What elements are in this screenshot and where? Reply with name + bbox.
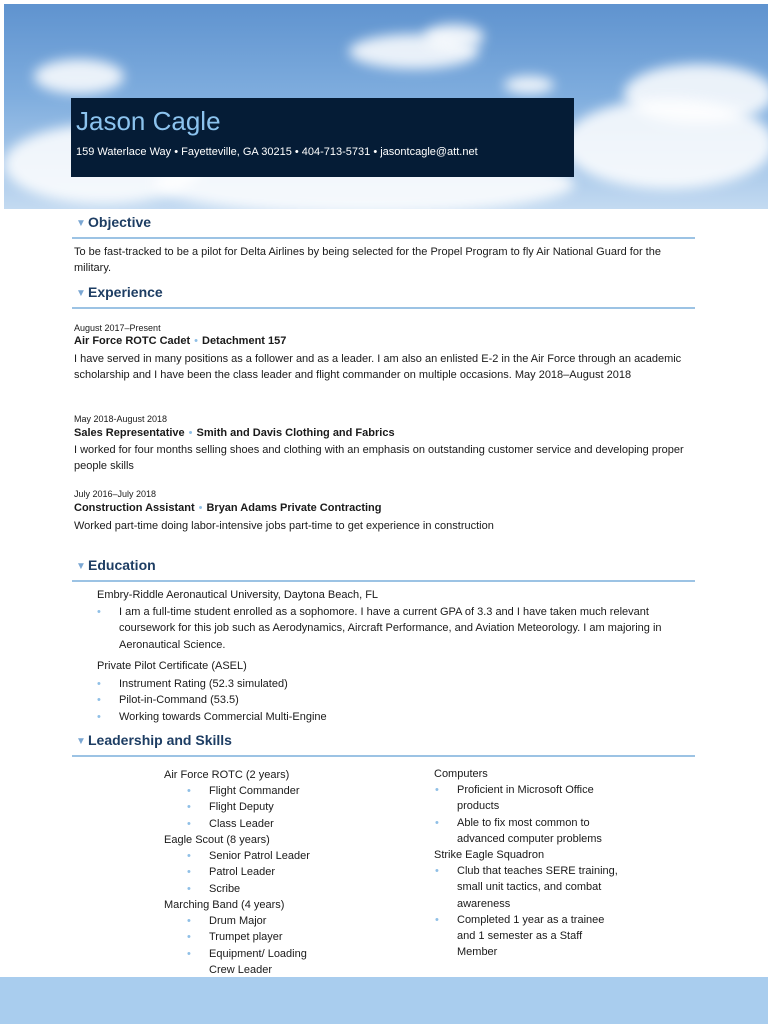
- skill-group-title: Strike Eagle Squadron: [434, 849, 545, 861]
- list-item: • Patrol Leader: [187, 864, 337, 880]
- job-org: Bryan Adams Private Contracting: [206, 502, 382, 514]
- certificate-name: Private Pilot Certificate (ASEL): [97, 660, 247, 672]
- certificate-bullets: [97, 676, 694, 725]
- school-name: Embry-Riddle Aeronautical University, Daytona Beach, FL: [97, 589, 379, 601]
- skill-group-items: [187, 783, 337, 832]
- footer-band: [0, 977, 768, 1024]
- education-heading: [72, 552, 695, 582]
- list-item: • Trumpet player: [187, 929, 327, 945]
- skill-group-items: [435, 863, 620, 961]
- list-item: • Scribe: [187, 881, 337, 897]
- education-title: Education: [88, 557, 156, 573]
- list-item: • Instrument Rating (52.3 simulated): [97, 676, 694, 692]
- collapse-triangle-icon[interactable]: ▼: [76, 736, 86, 747]
- job-org: Smith and Davis Clothing and Fabrics: [196, 427, 395, 439]
- collapse-triangle-icon[interactable]: ▼: [76, 288, 86, 299]
- job-date: July 2016–July 2018: [74, 489, 157, 499]
- skill-group-items: [187, 848, 337, 897]
- list-item: • Drum Major: [187, 913, 327, 929]
- skill-group-items: [187, 913, 327, 978]
- school-bullets: [97, 604, 694, 653]
- list-item: • Pilot-in-Command (53.5): [97, 692, 694, 708]
- job-description: I worked for four months selling shoes and clothing with an emphasis on outstanding customer service and developing proper people skills: [74, 444, 684, 472]
- list-item: • I am a full-time student enrolled as a sophomore. I have a current GPA of 3.3 and I have taken much relevant coursework for this job such as Aerodynamics, Aircraft Performance, and Aviation Meteorology. I am majoring in Aeronautical Science.: [97, 604, 694, 653]
- job-role: Construction Assistant • Bryan Adams Private Contracting: [74, 502, 382, 514]
- skill-group-title: Eagle Scout (8 years): [164, 834, 270, 846]
- job-org: Detachment 157: [202, 335, 287, 347]
- job-role: Sales Representative • Smith and Davis Clothing and Fabrics: [74, 427, 395, 439]
- skills-heading: [72, 727, 695, 757]
- experience-title: Experience: [88, 284, 163, 300]
- job-description: Worked part-time doing labor-intensive jobs part-time to get experience in construction: [74, 520, 494, 532]
- list-item: • Flight Commander: [187, 783, 337, 799]
- skill-group-title: Marching Band (4 years): [164, 899, 285, 911]
- job-date: August 2017–Present: [74, 323, 161, 333]
- collapse-triangle-icon[interactable]: ▼: [76, 561, 86, 572]
- list-item: • Flight Deputy: [187, 799, 337, 815]
- job-title: Construction Assistant: [74, 502, 195, 514]
- objective-heading: [72, 209, 695, 239]
- experience-heading: [72, 279, 695, 309]
- list-item: • Able to fix most common to advanced computer problems: [435, 815, 620, 848]
- skill-group-title: Air Force ROTC (2 years): [164, 769, 290, 781]
- list-item: • Proficient in Microsoft Office products: [435, 782, 620, 815]
- objective-text: To be fast-tracked to be a pilot for Delta Airlines by being selected for the Propel Program to fly Air National Guard for the military.: [74, 246, 661, 274]
- skill-group-title: Computers: [434, 768, 488, 780]
- job-date: May 2018-August 2018: [74, 414, 168, 424]
- objective-title: Objective: [88, 214, 152, 230]
- list-item: • Completed 1 year as a trainee and 1 semester as a Staff Member: [435, 912, 620, 961]
- header-name-box: [71, 98, 574, 177]
- list-item: • Working towards Commercial Multi-Engine: [97, 709, 694, 725]
- list-item: • Class Leader: [187, 816, 337, 832]
- list-item: • Equipment/ Loading Crew Leader: [187, 946, 327, 979]
- job-title: Air Force ROTC Cadet: [74, 335, 191, 347]
- contact-info: 159 Waterlace Way • Fayetteville, GA 30215 • 404-713-5731 • jasontcagle@att.net: [76, 146, 478, 158]
- job-title: Sales Representative: [74, 427, 185, 439]
- collapse-triangle-icon[interactable]: ▼: [76, 218, 86, 229]
- skills-title: Leadership and Skills: [88, 732, 232, 748]
- skill-group-items: [435, 782, 620, 847]
- list-item: • Club that teaches SERE training, small unit tactics, and combat awareness: [435, 863, 620, 912]
- job-role: Air Force ROTC Cadet • Detachment 157: [74, 335, 287, 347]
- list-item: • Senior Patrol Leader: [187, 848, 337, 864]
- candidate-name: Jason Cagle: [76, 106, 221, 136]
- job-description: I have served in many positions as a follower and as a leader. I am also an enlisted E-2 in the Air Force through an academic scholarship and I have been the class leader and flight commander on multiple occasions. May 2018–August 2018: [74, 353, 682, 381]
